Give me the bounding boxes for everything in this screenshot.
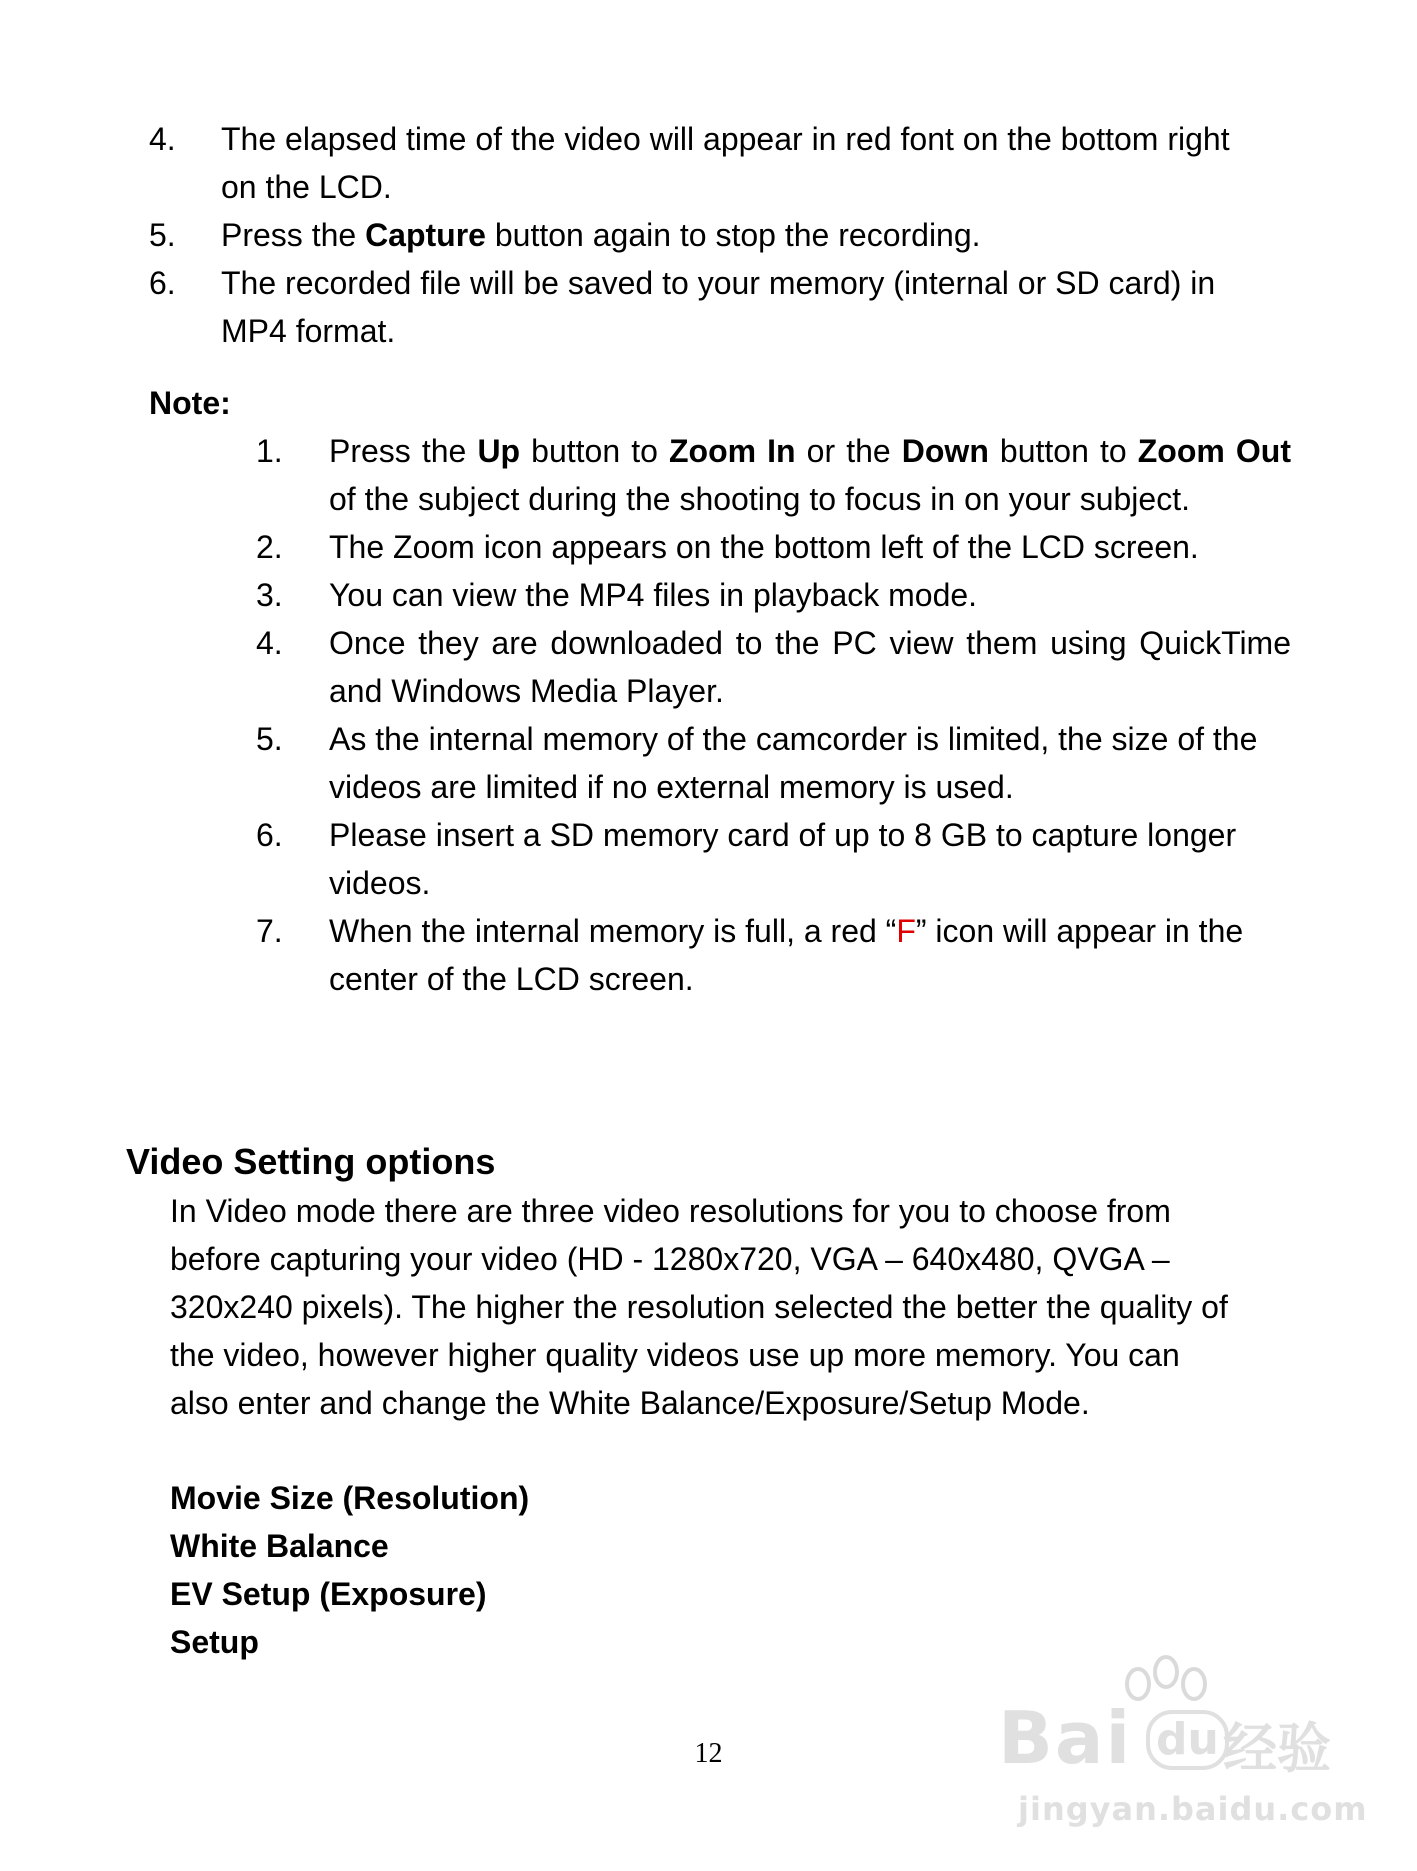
watermark-chinese: 经验 bbox=[1223, 1717, 1331, 1780]
option-white-balance: White Balance bbox=[170, 1528, 389, 1564]
note-title: Note: bbox=[149, 385, 231, 421]
option-setup: Setup bbox=[170, 1624, 259, 1660]
note-item-text: videos. bbox=[329, 865, 431, 901]
note-item-text: Please insert a SD memory card of up to 8 GB to capture longer bbox=[329, 817, 1237, 853]
watermark-paw-text: du bbox=[1146, 1710, 1229, 1770]
step-number: 6. bbox=[149, 265, 176, 301]
note-item-text: When the internal memory is full, a red “F” icon will appear in the bbox=[329, 913, 1244, 949]
capture-button-term: Capture bbox=[365, 217, 486, 253]
baidu-watermark bbox=[998, 1650, 1368, 1850]
note-item-number: 6. bbox=[256, 817, 283, 853]
note-item-text: of the subject during the shooting to focus in on your subject. bbox=[329, 481, 1190, 517]
watermark-url: jingyan.baidu.com bbox=[1018, 1790, 1368, 1828]
page-number: 12 bbox=[694, 1738, 723, 1769]
note-item-text: The Zoom icon appears on the bottom left of the LCD screen. bbox=[329, 529, 1199, 565]
step-text: on the LCD. bbox=[221, 169, 392, 205]
note-item-text: center of the LCD screen. bbox=[329, 961, 694, 997]
note-item-text: You can view the MP4 files in playback mode. bbox=[329, 577, 978, 613]
note-item-number: 2. bbox=[256, 529, 283, 565]
step-text: The recorded file will be saved to your memory (internal or SD card) in bbox=[221, 265, 1216, 301]
option-movie-size: Movie Size (Resolution) bbox=[170, 1480, 530, 1516]
note-item-text: videos are limited if no external memory is used. bbox=[329, 769, 1014, 805]
section-heading: Video Setting options bbox=[126, 1141, 496, 1182]
note-item-number: 4. bbox=[256, 625, 283, 661]
section-paragraph-line: before capturing your video (HD - 1280x720, VGA – 640x480, QVGA – bbox=[170, 1241, 1170, 1277]
step-number: 5. bbox=[149, 217, 176, 253]
note-item-text: and Windows Media Player. bbox=[329, 673, 724, 709]
step-text: The elapsed time of the video will appear in red font on the bottom right bbox=[221, 121, 1230, 157]
note-item-number: 5. bbox=[256, 721, 283, 757]
red-f-icon-letter: F bbox=[896, 913, 916, 949]
section-paragraph-line: the video, however higher quality videos use up more memory. You can bbox=[170, 1337, 1180, 1373]
note-item-number: 3. bbox=[256, 577, 283, 613]
step-text: MP4 format. bbox=[221, 313, 396, 349]
note-item-text: Once they are downloaded to the PC view them using QuickTime bbox=[329, 625, 1291, 661]
section-paragraph-line: In Video mode there are three video resolutions for you to choose from bbox=[170, 1193, 1171, 1229]
option-ev-setup: EV Setup (Exposure) bbox=[170, 1576, 487, 1612]
step-text: Press the Capture button again to stop the recording. bbox=[221, 217, 981, 253]
note-item-number: 7. bbox=[256, 913, 283, 949]
watermark-brand: Bai bbox=[998, 1696, 1133, 1780]
note-item-number: 1. bbox=[256, 433, 283, 469]
step-number: 4. bbox=[149, 121, 176, 157]
note-item-text: As the internal memory of the camcorder is limited, the size of the bbox=[329, 721, 1258, 757]
section-paragraph-line: 320x240 pixels). The higher the resolution selected the better the quality of bbox=[170, 1289, 1228, 1325]
note-item-text: Press the Up button to Zoom In or the Down button to Zoom Out bbox=[329, 433, 1292, 469]
section-paragraph-line: also enter and change the White Balance/Exposure/Setup Mode. bbox=[170, 1385, 1090, 1421]
